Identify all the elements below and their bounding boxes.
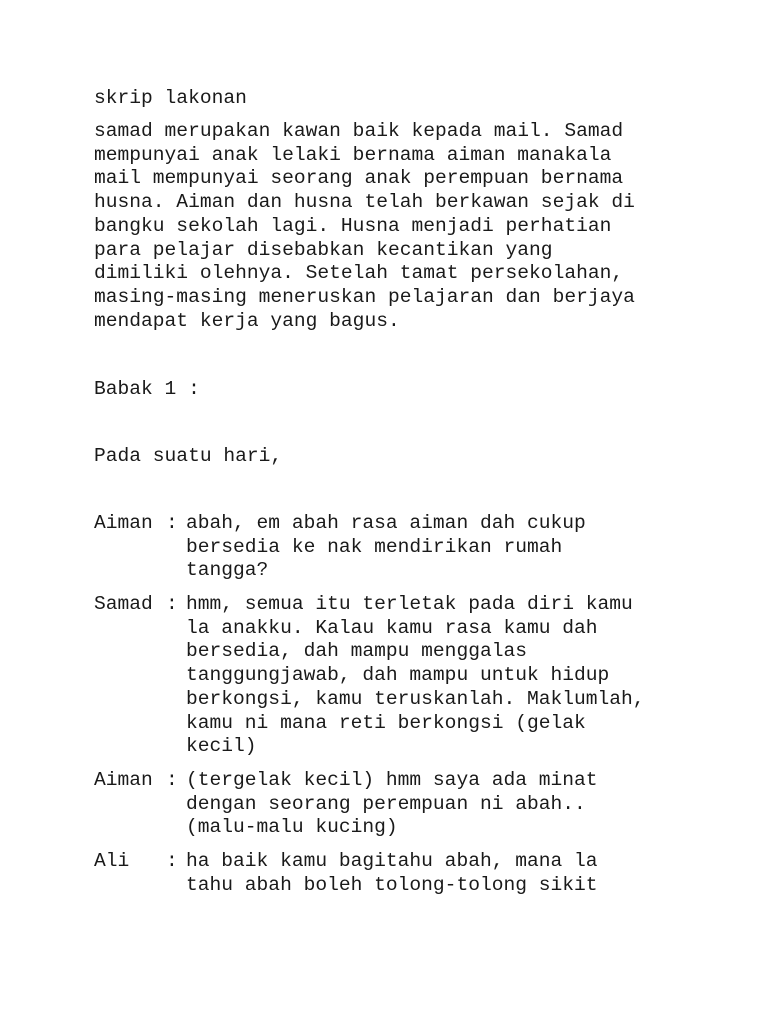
dialogue-line: (tergelak kecil) hmm saya ada minat xyxy=(186,769,598,791)
intro-line: mendapat kerja yang bagus. xyxy=(94,309,400,332)
speaker-name: Aiman xyxy=(94,512,153,534)
dialogue-line: tanggungjawab, dah mampu untuk hidup xyxy=(186,664,610,687)
dialogue-line: dengan seorang perempuan ni abah.. xyxy=(186,792,586,815)
intro-line: mail mempunyai seorang anak perempuan bernama xyxy=(94,167,624,190)
dialogue-line: ha baik kamu bagitahu abah, mana la xyxy=(186,850,598,872)
act-heading: Babak 1 : xyxy=(94,378,200,400)
dialogue-line: la anakku. Kalau kamu rasa kamu dah xyxy=(186,616,598,639)
dialogue-line: berkongsi, kamu teruskanlah. Maklumlah, xyxy=(186,687,645,710)
dialogue-line: bersedia ke nak mendirikan rumah xyxy=(186,535,563,558)
dialogue-line: tahu abah boleh tolong-tolong sikit xyxy=(186,873,598,896)
dialogue-line: kamu ni mana reti berkongsi (gelak xyxy=(186,711,586,734)
speaker-separator: : xyxy=(166,769,178,791)
speaker-separator: : xyxy=(166,593,178,615)
intro-line: bangku sekolah lagi. Husna menjadi perhatian xyxy=(94,214,612,237)
dialogue-line: bersedia, dah mampu menggalas xyxy=(186,640,527,663)
dialogue-line: kecil) xyxy=(186,735,257,758)
intro-line: mempunyai anak lelaki bernama aiman manakala xyxy=(94,143,612,166)
speaker-separator: : xyxy=(166,512,178,534)
dialogue-line: abah, em abah rasa aiman dah cukup xyxy=(186,512,586,534)
speaker-name: Samad xyxy=(94,593,153,615)
intro-line: samad merupakan kawan baik kepada mail. Samad xyxy=(94,120,624,142)
intro-line: husna. Aiman dan husna telah berkawan sejak di xyxy=(94,191,635,214)
dialogue-text xyxy=(186,850,598,897)
intro-line: para pelajar disebabkan kecantikan yang xyxy=(94,238,553,261)
dialogue-text xyxy=(186,769,598,840)
intro-paragraph xyxy=(94,120,635,333)
dialogue-line: tangga? xyxy=(186,559,269,582)
scene-description: Pada suatu hari, xyxy=(94,445,283,467)
dialogue-line: (malu-malu kucing) xyxy=(186,816,398,839)
page-title: skrip lakonan xyxy=(94,87,247,109)
dialogue-text xyxy=(186,512,586,583)
dialogue-line: hmm, semua itu terletak pada diri kamu xyxy=(186,593,633,615)
speaker-name: Ali xyxy=(94,850,130,872)
intro-line: masing-masing meneruskan pelajaran dan berjaya xyxy=(94,285,635,308)
dialogue-text xyxy=(186,593,645,759)
speaker-separator: : xyxy=(166,850,178,872)
intro-line: dimiliki olehnya. Setelah tamat persekolahan, xyxy=(94,262,624,285)
speaker-name: Aiman xyxy=(94,769,153,791)
